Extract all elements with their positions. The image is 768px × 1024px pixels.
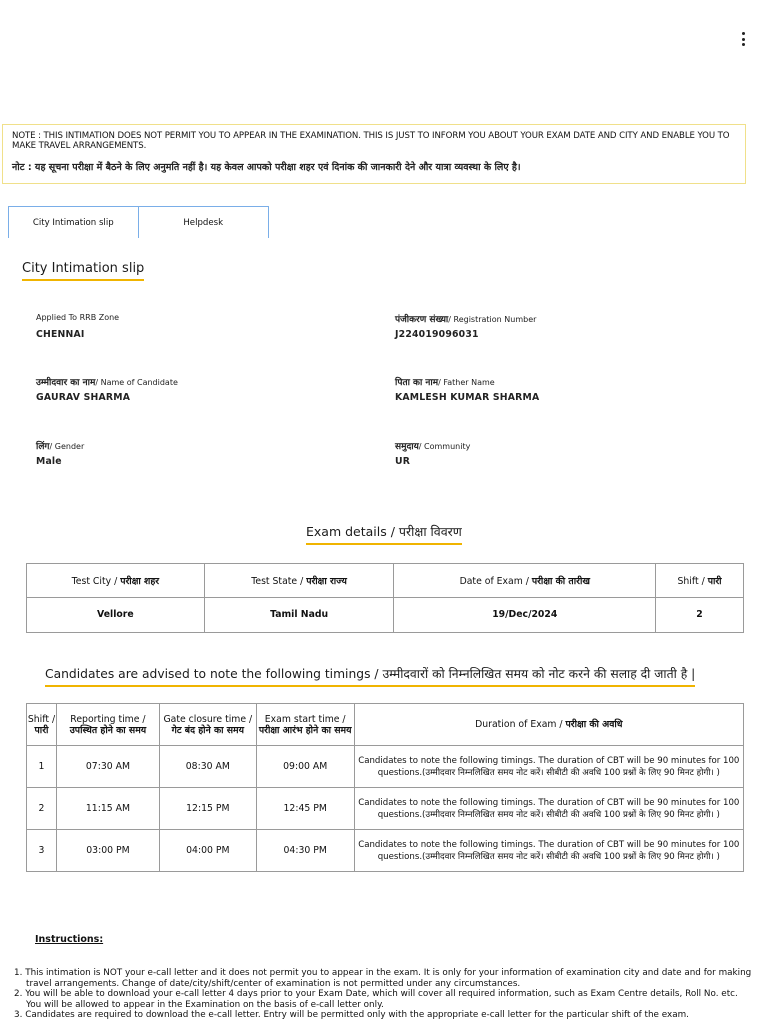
header-shift: Shift / पारी <box>27 704 57 746</box>
shift-cell: 3 <box>27 830 57 872</box>
exam-date-value: 19/Dec/2024 <box>394 598 656 633</box>
exam-details-table <box>26 563 744 633</box>
community-label: समुदाय/ Community <box>395 442 471 452</box>
shift-value: 2 <box>656 598 744 633</box>
header-gate-closure-time: Gate closure time / गेट बंद होने का समय <box>159 704 256 746</box>
table-header-row <box>27 564 744 598</box>
reporting-time-cell: 03:00 PM <box>56 830 159 872</box>
zone-label: Applied To RRB Zone <box>36 313 120 322</box>
table-row <box>27 746 744 788</box>
header-exam-start-time: Exam start time / परीक्षा आरंभ होने का समय <box>256 704 354 746</box>
tab-city-intimation-slip[interactable]: City Intimation slip <box>9 207 139 238</box>
table-row <box>27 830 744 872</box>
exam-start-cell: 04:30 PM <box>256 830 354 872</box>
tab-bar <box>8 206 269 238</box>
duration-cell: Candidates to note the following timings. The duration of CBT will be 90 minutes for 100 questions.(उम्मीदवार निम्नलिखित समय नोट करें। सीबीटी की अवधि 100 प्रश्नों के लिए 90 मिनट होगी। ) <box>354 746 743 788</box>
zone-value: CHENNAI <box>36 329 85 340</box>
section-title: City Intimation slip <box>22 261 144 281</box>
father-name-label: पिता का नाम/ Father Name <box>395 378 495 388</box>
notice-hindi: नोट : यह सूचना परीक्षा में बैठने के लिए अनुमति नहीं है। यह केवल आपको परीक्षा शहर एवं दिनांक की जानकारी देने और यात्रा व्यवस्था के लिए है। <box>12 162 521 173</box>
gender-value: Male <box>36 456 62 467</box>
registration-value: J224019096031 <box>395 329 479 340</box>
reporting-time-cell: 07:30 AM <box>56 746 159 788</box>
duration-cell: Candidates to note the following timings. The duration of CBT will be 90 minutes for 100 questions.(उम्मीदवार निम्नलिखित समय नोट करें। सीबीटी की अवधि 100 प्रश्नों के लिए 90 मिनट होगी। ) <box>354 830 743 872</box>
header-test-state: Test State / परीक्षा राज्य <box>204 564 394 598</box>
header-duration: Duration of Exam / परीक्षा की अवधि <box>354 704 743 746</box>
list-item: 1. This intimation is NOT your e-call letter and it does not permit you to appear in the exam. It is only for your information of examination city and date and for making travel arrangements. Change of date/city/shift/center of examination is not permitted under any circumstances. <box>14 968 752 989</box>
timings-title: Candidates are advised to note the following timings / उम्मीदवारों को निम्नलिखित समय को नोट करने की सलाह दी जाती है | <box>45 665 695 687</box>
gate-closure-cell: 12:15 PM <box>159 788 256 830</box>
timings-table <box>26 703 744 872</box>
list-item: 3. Candidates are required to download the e-call letter. Entry will be permitted only with the appropriate e-call letter for the particular shift of the exam. <box>14 1010 689 1020</box>
gender-label: लिंग/ Gender <box>36 442 85 452</box>
reporting-time-cell: 11:15 AM <box>56 788 159 830</box>
candidate-name-value: GAURAV SHARMA <box>36 392 131 403</box>
candidate-name-label: उम्मीदवार का नाम/ Name of Candidate <box>36 378 178 388</box>
table-row <box>27 598 744 633</box>
shift-cell: 1 <box>27 746 57 788</box>
table-header-row <box>27 704 744 746</box>
community-value: UR <box>395 456 411 467</box>
registration-label: पंजीकरण संख्या/ Registration Number <box>395 315 537 325</box>
instructions-list <box>14 968 754 1021</box>
header-reporting-time: Reporting time / उपस्थित होने का समय <box>56 704 159 746</box>
test-city-value: Vellore <box>27 598 205 633</box>
notice-box <box>2 124 746 184</box>
gate-closure-cell: 08:30 AM <box>159 746 256 788</box>
instructions-title: Instructions: <box>35 934 104 945</box>
gate-closure-cell: 04:00 PM <box>159 830 256 872</box>
notice-english: NOTE : THIS INTIMATION DOES NOT PERMIT YOU TO APPEAR IN THE EXAMINATION. THIS IS JUST TO INFORM YOU ABOUT YOUR EXAM DATE AND CITY AND ENABLE YOU TO MAKE TRAVEL ARRANGEMENTS. <box>12 131 730 151</box>
header-date-of-exam: Date of Exam / परीक्षा की तारीख <box>394 564 656 598</box>
more-vertical-icon[interactable] <box>738 32 748 46</box>
shift-cell: 2 <box>27 788 57 830</box>
list-item: 2. You will be able to download your e-call letter 4 days prior to your Exam Date, which will cover all required information, such as Exam Centre details, Roll No. etc. You will be allowed to appear in the Examination on the basis of e-call letter only. <box>14 989 738 1010</box>
exam-details-title: Exam details / परीक्षा विवरण <box>306 523 462 545</box>
table-row <box>27 788 744 830</box>
header-shift: Shift / पारी <box>656 564 744 598</box>
exam-start-cell: 09:00 AM <box>256 746 354 788</box>
header-test-city: Test City / परीक्षा शहर <box>27 564 205 598</box>
exam-start-cell: 12:45 PM <box>256 788 354 830</box>
tab-helpdesk[interactable]: Helpdesk <box>183 217 224 228</box>
duration-cell: Candidates to note the following timings. The duration of CBT will be 90 minutes for 100 questions.(उम्मीदवार निम्नलिखित समय नोट करें। सीबीटी की अवधि 100 प्रश्नों के लिए 90 मिनट होगी। ) <box>354 788 743 830</box>
test-state-value: Tamil Nadu <box>204 598 394 633</box>
father-name-value: KAMLESH KUMAR SHARMA <box>395 392 540 403</box>
